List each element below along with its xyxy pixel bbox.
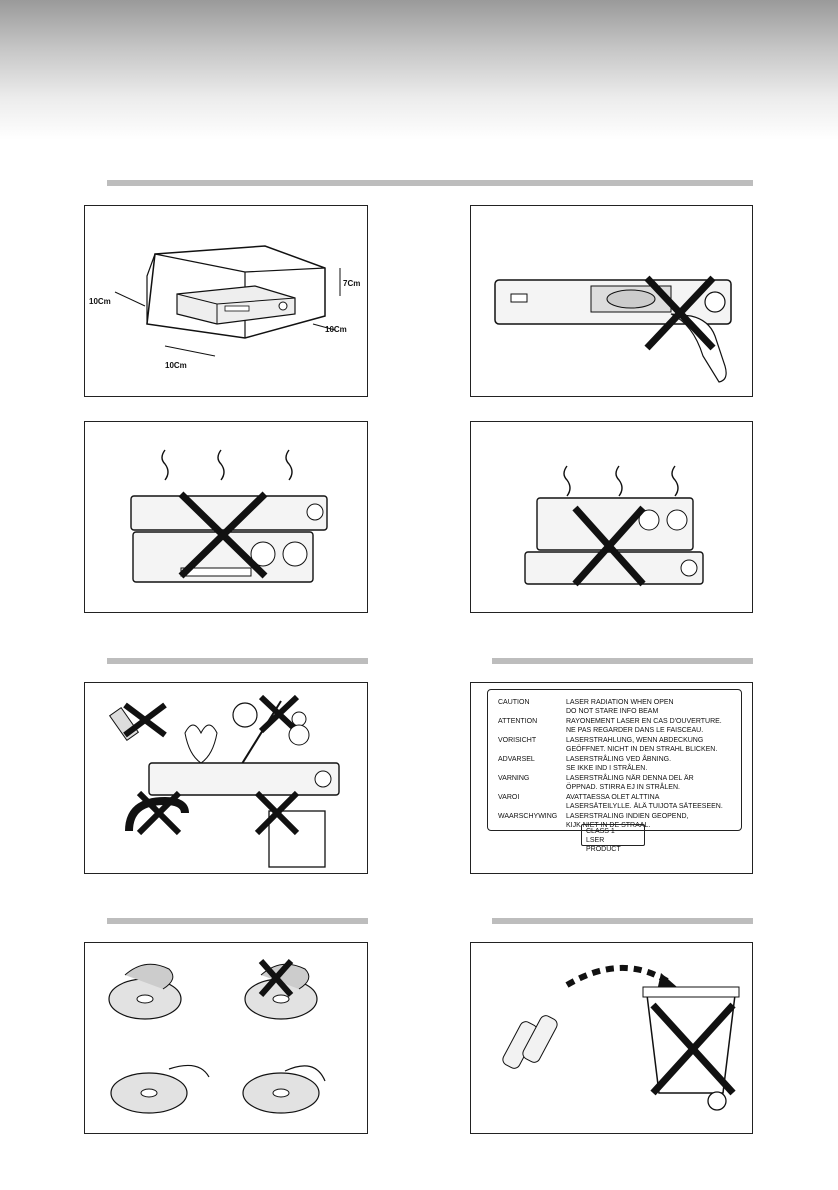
label-text: LASERSTRÅLING NÄR DENNA DEL ÄR	[566, 775, 694, 782]
avoid-hazards-icon	[85, 683, 368, 874]
no-hand-panel	[470, 205, 753, 397]
dim-front-label: 10Cm	[165, 361, 187, 370]
avoid-hazards-panel	[84, 682, 368, 874]
label-lang: VAROI	[498, 794, 520, 801]
label-text: SE IKKE IND I STRÅLEN.	[566, 764, 648, 772]
label-text: AVATTAESSA OLET ALTTINA	[566, 794, 660, 801]
laser-label-panel	[470, 682, 753, 874]
dim-right-label: 10Cm	[325, 325, 347, 334]
label-text: LASERSTRALING INDIEN GEOPEND,	[566, 813, 689, 820]
header-band	[0, 0, 838, 140]
label-text: KIJK NIET IN DE STRAAL.	[566, 821, 651, 829]
label-text: LASERSTRÅLING VED ÅBNING.	[566, 756, 672, 763]
no-stack-player-below-icon	[471, 422, 753, 613]
label-lang: CAUTION	[498, 699, 530, 706]
clearance-diagram	[85, 206, 368, 397]
section-rule-left-3	[107, 918, 368, 924]
no-hand-in-tray-icon	[471, 206, 753, 397]
no-stack-on-player-icon	[85, 422, 368, 613]
class-line1: CLASS 1	[586, 828, 615, 835]
class1-label	[581, 824, 645, 853]
label-text: ÖPPNAD. STIRRA EJ IN STRÅLEN.	[566, 783, 680, 791]
dim-left-label: 10Cm	[89, 297, 111, 306]
label-text: GEÖFFNET. NICHT IN DEN STRAHL BLICKEN.	[566, 745, 718, 753]
label-lang: ATTENTION	[498, 718, 538, 725]
label-text: DO NOT STARE INFO BEAM	[566, 707, 659, 715]
no-stack-player-below-panel	[470, 421, 753, 613]
dim-top-label: 7Cm	[343, 279, 361, 288]
no-stack-on-player-panel	[84, 421, 368, 613]
section-rule-right-2	[492, 658, 753, 664]
label-text: RAYONEMENT LASER EN CAS D'OUVERTURE.	[566, 718, 722, 725]
laser-warning-label	[487, 689, 742, 831]
label-text: LASER RADIATION WHEN OPEN	[566, 699, 674, 706]
label-lang: ADVARSEL	[498, 756, 535, 763]
battery-disposal-icon	[471, 943, 753, 1134]
section-rule-right-3	[492, 918, 753, 924]
battery-disposal-panel	[470, 942, 753, 1134]
label-text: LASERSÄTEILYLLE. ÄLÄ TUIJOTA SÄTEESEEN.	[566, 802, 723, 810]
label-lang: VARNING	[498, 775, 530, 782]
section-rule-installation	[107, 180, 753, 186]
label-lang: VORISICHT	[498, 737, 537, 744]
label-lang: WAARSCHYWING	[498, 813, 558, 820]
clearance-panel	[84, 205, 368, 397]
disc-handling-panel	[84, 942, 368, 1134]
label-text: LASERSTRAHLUNG, WENN ABDECKUNG	[566, 737, 704, 744]
disc-handling-icon	[85, 943, 368, 1134]
label-text: NE PAS REGARDER DANS LE FAISCEAU.	[566, 726, 704, 734]
section-rule-left-2	[107, 658, 368, 664]
class-line2: LSER PRODUCT	[586, 837, 621, 853]
